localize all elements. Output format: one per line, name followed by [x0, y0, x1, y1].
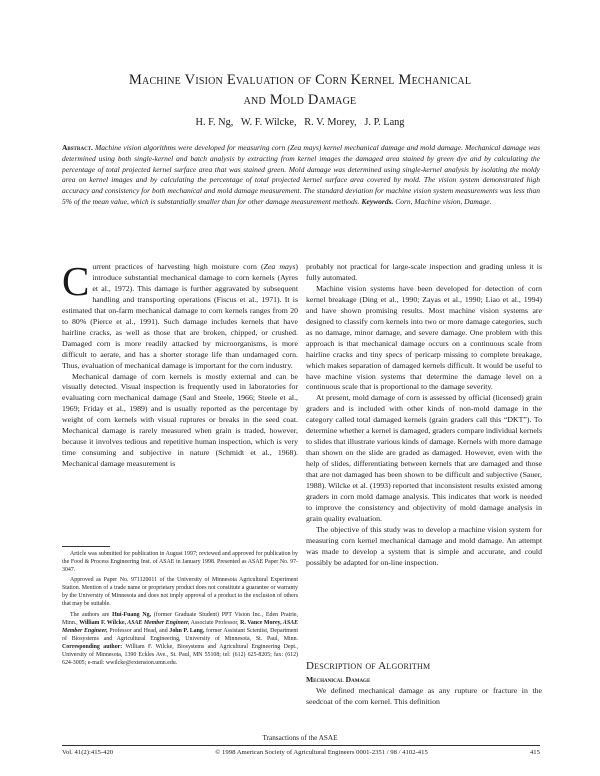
keywords-text: Corn, Machine vision, Damage. [393, 196, 492, 206]
footnote-authors [62, 611, 298, 667]
footnotes [62, 550, 298, 669]
drop-cap: C [62, 258, 90, 304]
volume-info: Vol. 41(2):415-420 [62, 749, 114, 756]
intro-text-b: ) introduce substantial mechanical damage to corn kernels (Ayres et al., 1972). This damage is further aggravated by subsequent handling and transporting operations (Fiscus et al., 1971). It is estimated that on-farm mechanical damage to corn kernels ranges from 20 to 80% (Pierce et al., 1991). Such damage includes kernels that have hairline cracks, as well as those that are broken, chipped, or crushed. Damaged corn is more readily attacked by microorganisms, is more difficult to aerate, and has a shorter storage life than undamaged corn. Thus, evaluation of mechanical damage is important for the corn industry. [62, 262, 298, 370]
title-line-1: Machine Vision Evaluation of Corn Kernel Mechanical [128, 72, 472, 88]
page-number: 415 [529, 749, 540, 756]
species-name: Zea mays [263, 262, 296, 271]
copyright-line: © 1998 American Society of Agricultural Engineers 0001-2351 / 98 / 4102-415 [215, 749, 428, 756]
footnote-divider [62, 546, 110, 547]
right-paragraph-4: The objective of this study was to develop a machine vision system for measuring corn kernel mechanical damage and mold damage. An attempt was made to develop a system that is simple and accurate, and could possibly be adapted for on-line inspection. [306, 524, 542, 567]
intro-paragraph-2: Mechanical damage of corn kernels is mostly external and can be visually detected. Visual inspection is frequently used in laboratories for evaluating corn mechanical damage (Saul and Steele, 1966; Steele et al., 1969; Friday et al., 1989) and is usually reported as the percentage by weight of corn kernels with visual ruptures or breaks in the seed coat. Mechanical damage is rarely measured when grain is traded, however, because it involves tedious and repetitive human inspection, which is very time consuming and subjective in nature (Schmidt et al., 1968). Mechanical damage measurement is [62, 371, 298, 469]
fn-text: Associate Professor, [189, 619, 241, 626]
author-list: H. F. Ng, W. F. Wilcke, R. V. Morey, J. P. Lang [195, 117, 405, 128]
left-column [62, 258, 298, 470]
fn-author-role: ASAE Member Engineer, [62, 619, 298, 634]
right-paragraph-1: probably not practical for large-scale inspection and grading unless it is fully automated. [306, 262, 542, 282]
fn-author-name: R. Vance Morey, [240, 619, 282, 626]
right-paragraph-3: At present, mold damage of corn is assessed by official (licensed) grain graders and is included with other kinds of non-mold damage in the category called total damaged kernels (grain graders call this “DKT”). To determine whether a kernel is damaged, graders compare individual kernels to slides that illustrate various kinds of damage. Kernels with more damage than shown on the slide are graded as damaged. However, even with the help of slides, differentiating between kernels that are damaged and those that are not damaged has been shown to be difficult and subjective (Sauer, 1988). Wilcke et al. (1993) reported that inconsistent results existed among graders in corn mold damage analysis. This indicates that work is needed to improve the consistency and objectivity of mold damage analysis in grain quality evaluation. [306, 393, 542, 523]
right-column [306, 262, 542, 569]
section-paragraph: We defined mechanical damage as any rupture or fracture in the seedcoat of the corn kernel. This definition [306, 686, 542, 706]
title-line-2: and Mold Damage [243, 92, 357, 108]
fn-author-name: John P. Lang, [169, 627, 205, 634]
fn-author-name: William F. Wilcke, [79, 619, 126, 626]
footnote-approval: Approved as Paper No. 971120011 of the University of Minnesota Agricultural Experiment Station. Mention of a trade name or proprietary product does not constitute a guarantee or warranty by the University of Minnesota and does not imply approval of a product to the exclusion of others that may be suitable. [62, 577, 298, 608]
intro-paragraph-1 [62, 258, 298, 372]
fn-author-role: ASAE Member Engineer, [125, 619, 190, 626]
abstract-label: Abstract. [62, 143, 93, 152]
fn-corresponding-label: Corresponding author: [62, 643, 123, 650]
keywords-label: Keywords. [359, 196, 394, 206]
section-heading: Description of Algorithm [306, 660, 431, 672]
subsection-heading: Mechanical Damage [306, 675, 371, 684]
page-footer [62, 749, 540, 756]
fn-author-name: Hui-Fuang Ng, [112, 611, 152, 618]
abstract-text: Machine vision algorithms were developed for measuring corn (Zea mays) kernel mechanical damage and mold damage. Mechanical damage was determined using both single-kernel and batch analysis by extracting from kernel images the damaged area stained by green dye and by calculating the percentage of total projected kernel surface area that was stained green. Mold damage was determined using single-kernel analysis by isolating the moldy area on kernel images and by calculating the percentage of total projected kernel surface area covered by mold. The vision system demonstrated high accuracy and consistency for both mechanical and mold damage measurement. The standard deviation for machine vision system measurements was less than 5% of the mean value, which is substantially smaller than for other damage measurement methods. [62, 143, 540, 206]
footer-divider [62, 745, 540, 746]
fn-text: The authors are [70, 611, 113, 618]
paper-title [60, 70, 540, 110]
fn-text: former Assistant Scientist, Department of Biosystems and Agricultural Engineering, University of Minnesota, St. Paul, Minn. [62, 627, 298, 642]
fn-text: (former Graduate Student) PPT Vision Inc., Eden Prairie, Minn., [62, 611, 298, 626]
intro-text-a: urrent practices of harvesting high moisture corn ( [92, 262, 264, 271]
abstract [62, 143, 540, 208]
fn-text: William F. Wilcke, Biosystems and Agricultural Engineering Dept., University of Minnesota, 1390 Eckles Ave., St. Paul, MN 55108; tel: (612) 625-8205; fax: (612) 624-3005; e-mail: wwilcke@extension.umn.edu. [62, 643, 298, 666]
footnote-submission: Article was submitted for publication in August 1997; reviewed and approved for publication by the Food & Process Engineering Inst. of ASAE in January 1998. Presented as ASAE Paper No. 97-3047. [62, 551, 298, 574]
journal-name: Transactions of the ASAE [262, 734, 338, 742]
fn-text: Professor and Head, and [107, 627, 170, 634]
right-paragraph-2: Machine vision systems have been developed for detection of corn kernel breakage (Ding et al., 1990; Zayas et al., 1990; Liao et al., 1994) and have shown promising results. Most machine vision systems are designed to classify corn kernels into two or more damage categories, such as no damage, minor damage, and severe damage. One problem with this approach is that mechanical damage occurs on a continuous scale from hairline cracks and tiny specs of pericarp missing to complete breakage, which makes separation of damaged kernels difficult. It would be useful to have machine vision systems that determine the damage level on a continuous scale that is proportional to the damage severity. [306, 283, 542, 392]
